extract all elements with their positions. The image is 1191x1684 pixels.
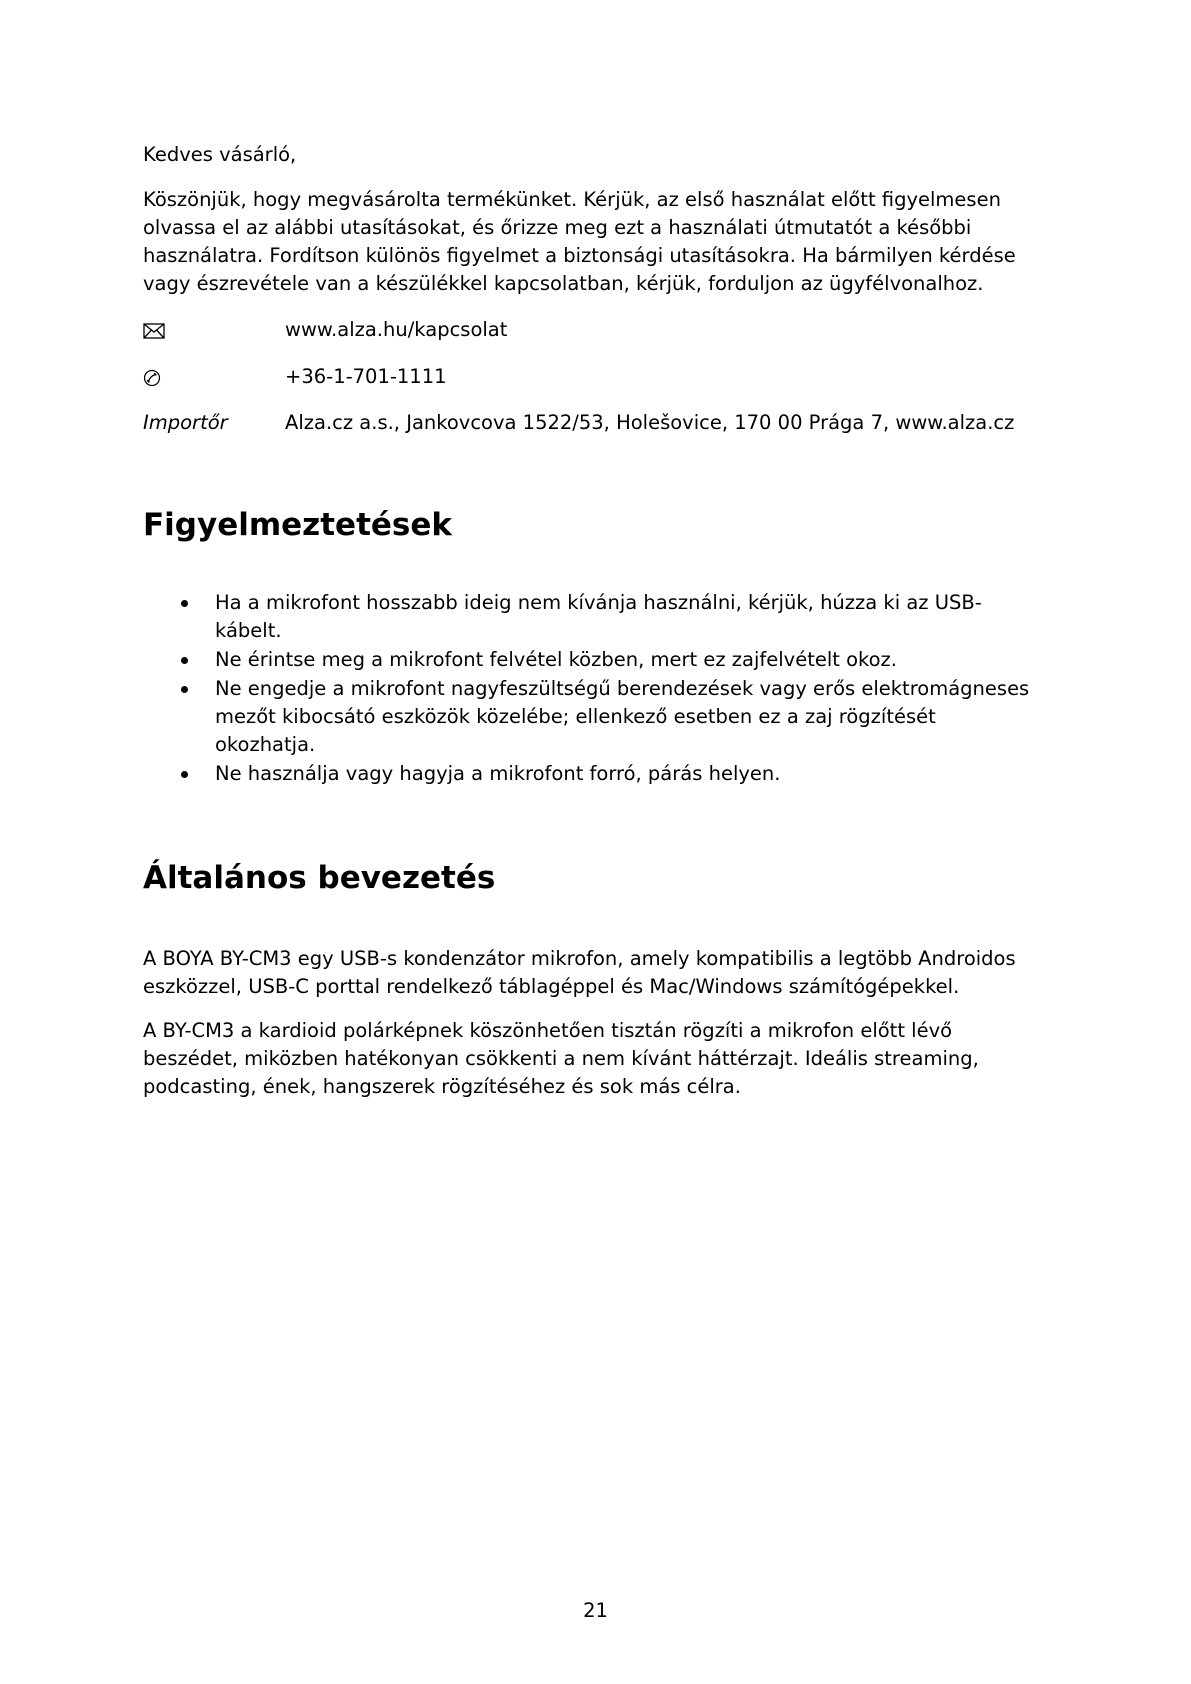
contact-phone-row [143, 363, 1063, 391]
envelope-icon [143, 323, 165, 339]
phone-icon [143, 369, 161, 387]
bullet-icon [181, 771, 188, 778]
list-item: Ne engedje a mikrofont nagyfeszültségű berendezések vagy erős elektromágneses mezőt kibocsátó eszközök közelébe; ellenkező esetben ez a zaj rögzítését okozhatja. [143, 675, 1063, 759]
intro-paragraph [143, 186, 1063, 298]
contact-email-label [143, 316, 285, 344]
contact-email-row [143, 316, 1063, 344]
bullet-icon [181, 600, 188, 607]
intro-line: használatra. Fordítson különös figyelmet a biztonsági utasításokra. Ha bármilyen kérdése [143, 244, 1016, 267]
bullet-icon [181, 686, 188, 693]
intro-line: vagy észrevétele van a készülékkel kapcsolatban, kérjük, forduljon az ügyfélvonalhoz. [143, 272, 984, 295]
importer-value: Alza.cz a.s., Jankovcova 1522/53, Holešovice, 170 00 Prága 7, www.alza.cz [285, 411, 1015, 434]
greeting: Kedves vásárló, [143, 143, 297, 166]
contact-phone-value[interactable]: +36-1-701-1111 [285, 365, 447, 388]
intro-line: olvassa el az alábbi utasításokat, és őrizze meg ezt a használati útmutatót a későbbi [143, 216, 972, 239]
contact-email-value[interactable]: www.alza.hu/kapcsolat [285, 318, 508, 341]
page-number: 21 [583, 1599, 608, 1622]
general-paragraph-1: A BOYA BY-CM3 egy USB-s kondenzátor mikrofon, amely kompatibilis a legtöbb Androidos eszközzel, USB-C porttal rendelkező táblagéppel és Mac/Windows számítógépekkel. [143, 947, 1016, 998]
list-item: Ne érintse meg a mikrofont felvétel közben, mert ez zajfelvételt okoz. [143, 646, 1063, 674]
importer-label: Importőr [143, 411, 228, 434]
contact-phone-label [143, 363, 285, 391]
intro-line: Köszönjük, hogy megvásárolta termékünket. Kérjük, az első használat előtt figyelmesen [143, 188, 1001, 211]
general-heading: Általános bevezetés [143, 860, 496, 896]
contact-importer-row [143, 409, 1063, 437]
bullet-icon [181, 657, 188, 664]
general-paragraph-2: A BY-CM3 a kardioid polárképnek köszönhetően tisztán rögzíti a mikrofon előtt lévő beszédet, miközben hatékonyan csökkenti a nem kívánt háttérzajt. Ideális streaming, podcasting, ének, hangszerek rögzítéséhez és sok más célra. [143, 1019, 979, 1098]
warnings-heading: Figyelmeztetések [143, 507, 453, 543]
warnings-list [143, 589, 1063, 789]
list-item: Ha a mikrofont hosszabb ideig nem kívánja használni, kérjük, húzza ki az USB- kábelt. [143, 589, 1063, 645]
list-item: Ne használja vagy hagyja a mikrofont forró, párás helyen. [143, 760, 1063, 788]
